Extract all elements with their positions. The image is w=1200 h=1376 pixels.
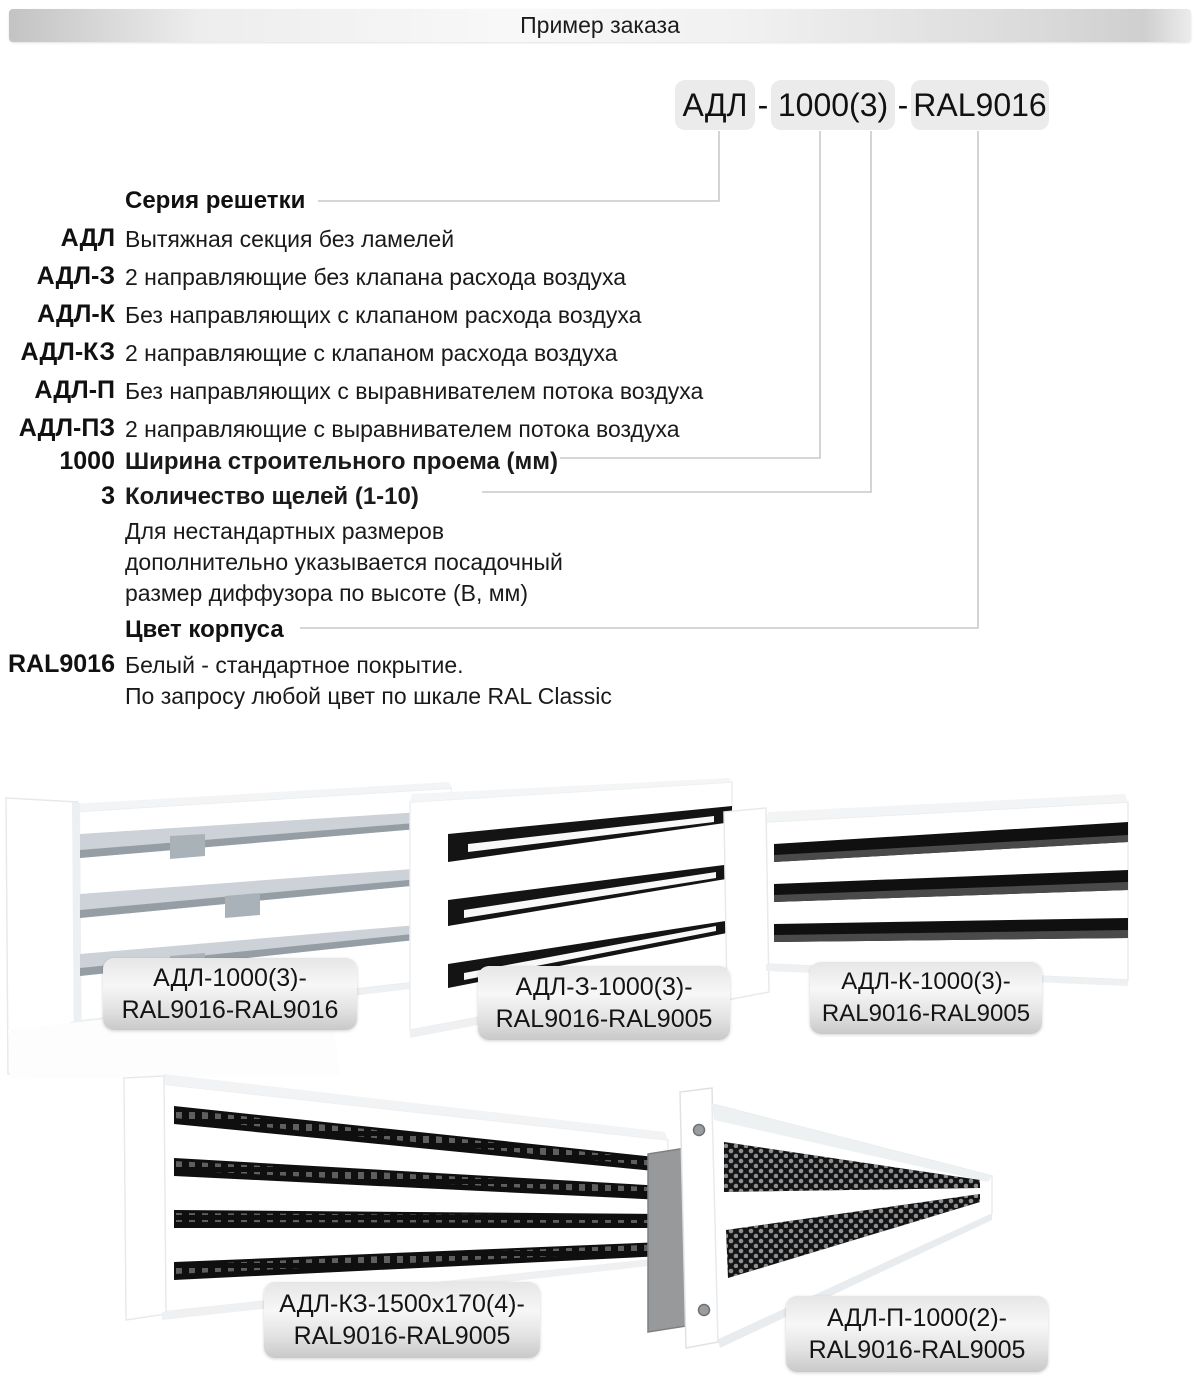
dash-text: - (757, 86, 769, 123)
code-dash-1 (755, 80, 771, 130)
legend-term: АДЛ-К (37, 300, 115, 328)
slots-term: 3 (101, 482, 115, 510)
legend-desc: Без направляющих с клапаном расхода воздуха (125, 302, 642, 328)
dash-text: - (897, 86, 909, 123)
color-title: Цвет корпуса (125, 616, 284, 643)
label-line: АДЛ-К-1000(3)- (841, 968, 1011, 995)
width-term: 1000 (59, 447, 115, 475)
legend-term: АДЛ (60, 224, 115, 252)
label-line: АДЛ-З-1000(3)- (515, 973, 693, 1001)
label-line: АДЛ-КЗ-1500х170(4)- (279, 1290, 525, 1318)
product-label-adl-kz (264, 1282, 540, 1358)
page-title: Пример заказа (520, 12, 680, 38)
ral-term: RAL9016 (8, 650, 115, 678)
legend-desc: 2 направляющие с клапаном расхода воздуха (125, 340, 618, 366)
label-line: RAL9016-RAL9005 (293, 1322, 511, 1350)
code-size-text: 1000(3) (777, 86, 889, 123)
slots-desc: Количество щелей (1-10) (125, 483, 419, 510)
legend-term: АДЛ-З (36, 262, 115, 290)
label-line: RAL9016-RAL9005 (821, 1000, 1031, 1027)
header-bar (9, 9, 1191, 42)
note-line: Для нестандартных размеров (125, 518, 445, 544)
note-line: размер диффузора по высоте (В, мм) (125, 580, 529, 606)
legend-term: АДЛ-КЗ (20, 338, 115, 366)
label-line: RAL9016-RAL9016 (121, 996, 339, 1024)
label-line: АДЛ-1000(3)- (153, 964, 307, 992)
product-photo-adl (0, 780, 452, 1080)
legend-term: АДЛ-ПЗ (18, 414, 115, 442)
width-desc: Ширина строительного проема (мм) (125, 448, 559, 475)
note-line: дополнительно указывается посадочный (125, 549, 563, 575)
label-line: RAL9016-RAL9005 (808, 1336, 1026, 1364)
legend-desc: Без направляющих с выравнивателем потока воздуха (125, 378, 704, 404)
code-box-series (675, 80, 755, 130)
code-color-text: RAL9016 (913, 86, 1047, 123)
code-box-color (911, 80, 1049, 130)
legend-desc: 2 направляющие без клапана расхода воздуха (125, 264, 626, 290)
code-dash-2 (895, 80, 911, 130)
legend-desc: Вытяжная секция без ламелей (125, 226, 455, 252)
legend-term: АДЛ-П (34, 376, 115, 404)
ral-desc: Белый - стандартное покрытие. (125, 652, 464, 678)
product-label-adl-p (786, 1296, 1048, 1372)
label-line: RAL9016-RAL9005 (495, 1005, 713, 1033)
ral-desc: По запросу любой цвет по шкале RAL Classic (125, 683, 612, 709)
product-label-adl-k (810, 962, 1042, 1034)
label-line: АДЛ-П-1000(2)- (827, 1304, 1007, 1332)
series-title: Серия решетки (125, 187, 306, 214)
product-label-adl (103, 958, 357, 1030)
code-box-size (771, 80, 895, 130)
product-label-adl-3 (478, 966, 730, 1040)
legend-desc: 2 направляющие с выравнивателем потока воздуха (125, 416, 680, 442)
code-series-text: АДЛ (682, 86, 748, 123)
